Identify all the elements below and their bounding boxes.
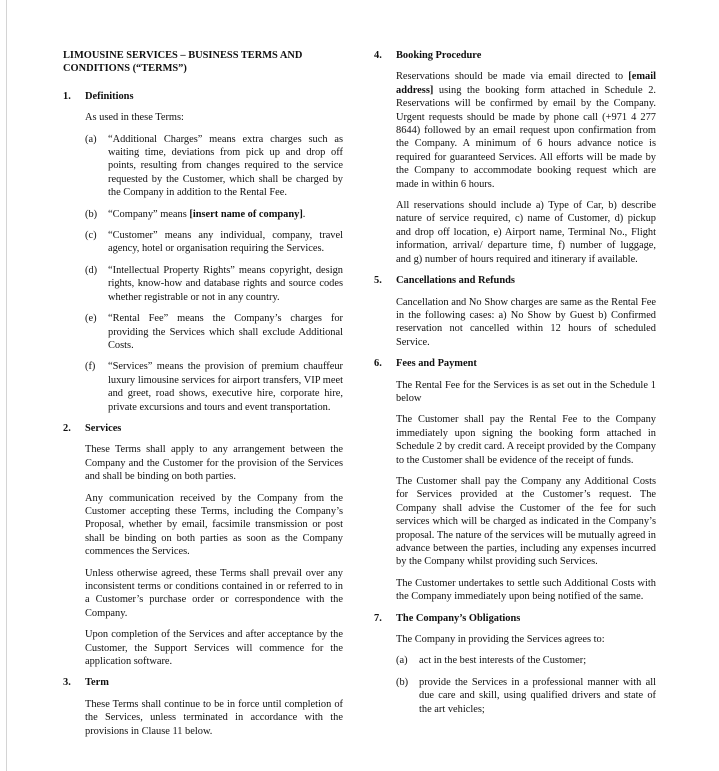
item-text: act in the best interests of the Customer;	[419, 655, 587, 667]
definition-item-f	[85, 360, 343, 414]
item-text: “Company” means	[108, 208, 190, 220]
item-text-end: .	[302, 208, 306, 220]
section-number: 6.	[374, 358, 382, 370]
booking-paragraph	[396, 70, 656, 191]
section-number: 2.	[63, 422, 71, 434]
item-text: “Services” means the provision of premium chauffeur luxury limousine services for airport transfers, VIP meet and greet, road shows, executive hire, corporate hire, private excursions and tours and event transportation.	[108, 361, 343, 413]
page-edge	[6, 0, 7, 771]
section-heading-services	[63, 422, 343, 435]
obligation-item-a	[396, 654, 656, 667]
section-number: 1.	[63, 90, 71, 102]
section-number: 3.	[63, 677, 71, 689]
section-title: Fees and Payment	[396, 358, 477, 370]
item-label: (a)	[396, 655, 408, 667]
section-heading-cancellations	[374, 274, 656, 287]
section-number: 4.	[374, 50, 382, 61]
services-paragraph: Unless otherwise agreed, these Terms shall prevail over any inconsistent terms or conditions contained in or referred to in a Customer’s purchase order or correspondence with the Company.	[85, 567, 343, 619]
section-title: Cancellations and Refunds	[396, 275, 515, 287]
item-label: (e)	[85, 313, 97, 325]
definition-item-d	[85, 264, 343, 304]
fees-paragraph: The Customer shall pay the Company any Additional Costs for Services provided at the Customer’s request. The Company shall advise the Customer of the fee for such services which will be charged as indicated in the Company’s proposal. The nature of the services will be mutually agreed in advance between the parties, including any expenses incurred by the Company whilst providing such Services.	[396, 475, 656, 568]
item-label: (b)	[396, 676, 409, 688]
item-label: (b)	[85, 208, 98, 220]
booking-text: Reservations should be made via email directed to	[396, 71, 629, 83]
section-title: Booking Procedure	[396, 50, 482, 61]
item-text: “Intellectual Property Rights” means copyright, design rights, know-how and database rights and source codes whether registrable or not in any country.	[108, 264, 343, 303]
services-paragraph: Upon completion of the Services and after acceptance by the Customer, the Support Services will commence for the application software.	[85, 629, 343, 668]
booking-text-cont: using the booking form attached in Schedule 2. Reservations will be confirmed by email by the Company. Urgent requests should be made by phone call (+971 4 277 8644) followed by an email request upon confirmation from the Company. A minimum of 6 hours advance notice is required for guaranteed Services. All efforts will be made by the Company to accommodate booking request which are made in within 6 hours.	[396, 84, 656, 190]
section-title: Services	[85, 422, 122, 434]
definition-item-e	[85, 312, 343, 352]
left-column	[63, 49, 343, 746]
fees-paragraph: The Rental Fee for the Services is as set out in the Schedule 1 below	[396, 379, 656, 404]
item-label: (a)	[85, 133, 97, 145]
obligations-intro: The Company in providing the Services agrees to:	[396, 634, 605, 646]
fees-paragraph: The Customer undertakes to settle such Additional Costs with the Company immediately upon being notified of the same.	[396, 577, 656, 603]
item-label: (f)	[85, 361, 96, 373]
section-number: 5.	[374, 275, 382, 287]
term-paragraph: These Terms shall continue to be in force until completion of the Services, unless terminated in accordance with the provisions in Clause 11 below.	[85, 698, 343, 737]
company-name-placeholder: [insert name of company]	[189, 208, 303, 220]
document-title: LIMOUSINE SERVICES – BUSINESS TERMS AND CONDITIONS (“TERMS”)	[63, 50, 303, 75]
item-text: “Additional Charges” means extra charges such as waiting time, deviations from pick up and drop off points, resulting from changes required to the service requested by the Customer, which shall be charged by the Company in addition to the Rental Fee.	[108, 133, 343, 199]
definition-item-c	[85, 229, 343, 256]
booking-requirements-paragraph: All reservations should include a) Type of Car, b) describe nature of service required, c) name of Customer, d) pickup and drop off location, e) Airport name, Terminal No., Flight information, arrival/ departure time, f) number of luggage, and g) number of hours required and itinerary if available.	[396, 200, 656, 265]
definition-item-b	[85, 208, 343, 221]
obligation-item-b	[396, 676, 656, 716]
item-label: (c)	[85, 230, 97, 242]
item-text: provide the Services in a professional manner with all due care and skill, using qualified drivers and state of the art vehicles;	[419, 676, 656, 715]
services-paragraph: These Terms shall apply to any arrangement between the Company and the Customer for the provision of the Services and shall be binding on both parties.	[85, 444, 343, 483]
definitions-intro: As used in these Terms:	[85, 112, 184, 124]
email-placeholder: [email address]	[396, 71, 656, 96]
cancellation-paragraph: Cancellation and No Show charges are same as the Rental Fee in the following cases: a) No Show by Guest b) Confirmed reservation not cancelled within 12 hours of scheduled Service.	[396, 296, 656, 348]
item-label: (d)	[85, 264, 98, 276]
section-heading-fees	[374, 357, 656, 370]
section-title: The Company’s Obligations	[396, 612, 521, 624]
fees-paragraph: The Customer shall pay the Rental Fee to the Company immediately upon signing the booking form attached in Schedule 2 by credit card. A receipt provided by the Company to the Customer shall be evidence of the receipt of funds.	[396, 414, 656, 466]
section-number: 7.	[374, 612, 382, 624]
section-heading-booking	[374, 49, 656, 62]
right-column	[374, 49, 656, 724]
section-heading-definitions	[63, 90, 343, 103]
definition-item-a	[85, 133, 343, 200]
item-text: “Customer” means any individual, company, travel agency, hotel or organisation requiring the Services.	[108, 230, 343, 255]
section-heading-term	[63, 676, 343, 689]
section-heading-obligations	[374, 612, 656, 625]
item-text: “Rental Fee” means the Company’s charges for providing the Services which shall exclude Additional Costs.	[108, 313, 343, 351]
section-title: Term	[85, 677, 109, 689]
section-title: Definitions	[85, 90, 134, 102]
services-paragraph: Any communication received by the Company from the Customer accepting these Terms, including the Company’s Proposal, whether by email, facsimile transmission or post shall be binding on both parties as soon as the Company commences the Services.	[85, 492, 343, 558]
